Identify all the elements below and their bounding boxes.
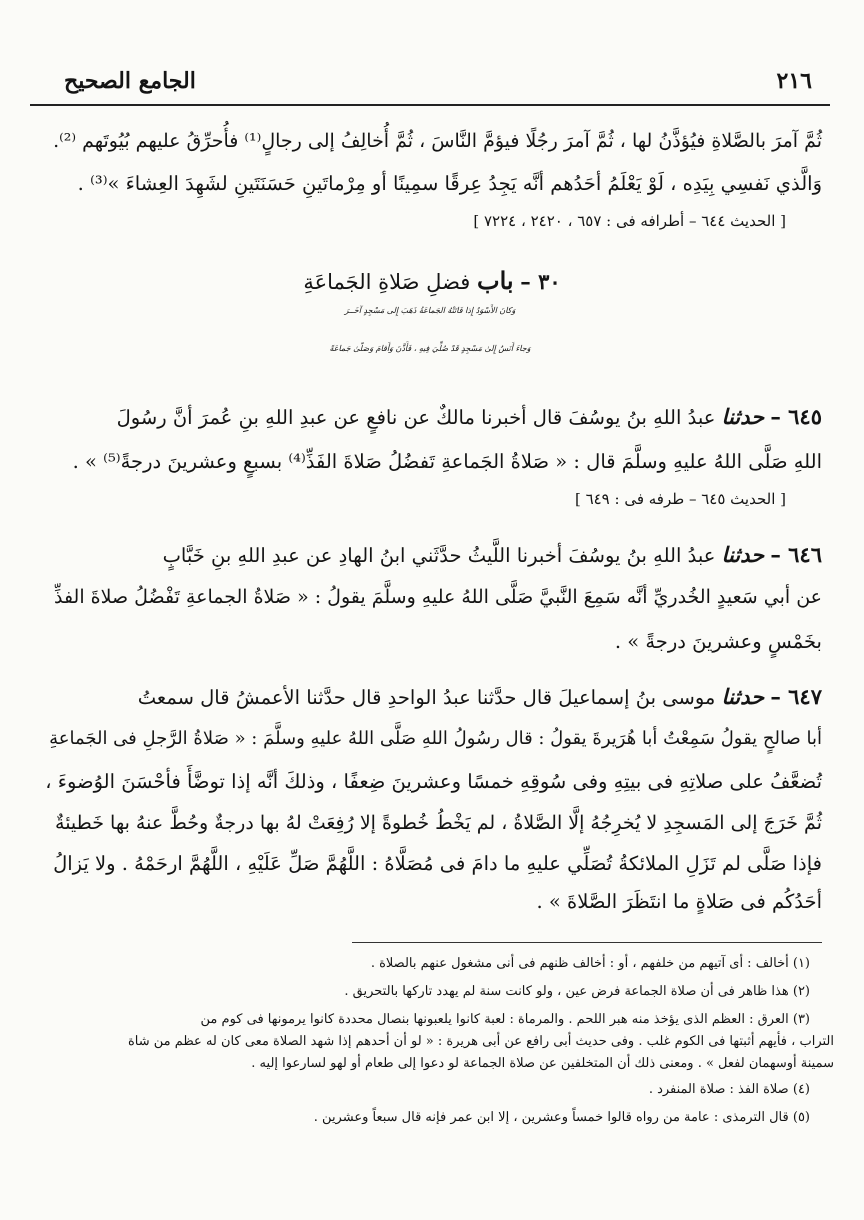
text-line: عن أبي سَعيدٍ الخُدريِّ أنَّه سَمِعَ النَّبيَّ صَلَّى اللهُ عليهِ وسلَّمَ يقولُ : « صَلاةُ الجماعةِ تَفْضُلُ صلاةَ الفذِّ <box>53 586 822 608</box>
text-line: أحَدُكُم فى صَلاةٍ ما انتَظَرَ الصَّلاةَ » . <box>536 890 822 913</box>
hadith-text: عبدُ اللهِ بنُ يوسُفَ أخبرنا اللَّيثُ حدَّثَني ابنُ الهادِ عن عبدِ اللهِ بنِ خَبَّابٍ <box>162 544 716 567</box>
text-line: اللهِ صَلَّى اللهُ عليهِ وسلَّمَ قال : « صَلاةُ الجَماعةِ تَفضُلُ صَلاةَ الفَذِّ⁽⁴⁾ بسبعٍ وعشرينَ درجةً⁽⁵⁾ » . <box>72 450 822 473</box>
text-line: بخَمْسٍ وعشرينَ درجةً » . <box>614 630 822 653</box>
chapter-heading <box>0 266 864 295</box>
chapter-epigraph-line: وَكانَ الأَسْوَدُ إِذا فَاتَتْهُ الجَماعَةُ ذَهَبَ إِلى مَسْجِدٍ آخَــرَ <box>344 306 516 315</box>
hadith-keyword: حدثنا <box>721 404 765 429</box>
running-title: الجامع الصحيح <box>64 68 196 94</box>
footnote: (١) أخالف : أى آتيهم من خلفهم ، أو : أخالف ظنهم فى أنى مشغول عنهم بالصلاة . <box>370 956 810 971</box>
footnote-continuation: التراب ، فأيهم أثبتها فى الكوم غلب . وفى حديث أبى رافع عن أبى هريرة : « لو أن أحدهم إذا شهد الصلاة معى كان له عظم من شاة <box>127 1034 834 1049</box>
header-rule <box>30 104 830 106</box>
chapter-title: فضلِ صَلاةِ الجَماعَةِ <box>303 270 471 294</box>
hadith-number: ٦٤٥ – <box>770 404 822 429</box>
footnote: (٥) قال الترمذى : عامة من رواه قالوا خمساً وعشرين ، إلا ابن عمر فإنه قال سبعاً وعشرين . <box>313 1110 810 1125</box>
hadith-number: ٦٤٧ – <box>770 684 822 709</box>
hadith-reference: [ الحديث ٦٤٤ – أطرافه فى : ٦٥٧ ، ٢٤٢٠ ، ٧٢٢٤ ] <box>473 212 786 230</box>
text-line: أبا صالحٍ يقولُ سَمِعْتُ أبا هُرَيرةَ يقولُ : قال رسُولُ اللهِ صَلَّى اللهُ عليهِ وسلَّمَ : « صَلاةُ الرَّجلِ فى الجَماعةِ <box>49 728 822 749</box>
footnote-continuation: سمينة أوسهمان لفعل » . ومعنى ذلك أن المتخلفين عن صلاة الجماعة لو دعوا إلى طعام أو لهو لسارعوا إليه . <box>251 1056 834 1071</box>
chapter-number: ٣٠ – <box>520 269 561 294</box>
page-header <box>30 66 830 100</box>
hadith-text: موسى بنُ إسماعيلَ قال حدَّثنا عبدُ الواحدِ قال حدَّثنا الأعمشُ قال سمعتُ <box>137 686 716 709</box>
text-line: فإذا صَلَّى لم تَزَلِ الملائكةُ تُصَلِّي عليهِ ما دامَ فى مُصَلَّاهُ : اللَّهُمَّ صَلِّ عَلَيْهِ ، اللَّهُمَّ ارحَمْهُ . ولا يَزالُ <box>53 852 822 875</box>
chapter-keyword: باب <box>477 266 514 295</box>
footnote: (٣) العرق : العظم الذى يؤخذ منه هبر اللحم . والمرماة : لعبة كانوا يلعبونها بنصال محددة كانوا يرمونها فى كوم من <box>200 1012 810 1027</box>
footnote: (٢) هذا ظاهر فى أن صلاة الجماعة فرض عين ، ولو كانت سنة لم يهدد تاركها بالتحريق . <box>344 984 810 999</box>
hadith-text: عبدُ اللهِ بنُ يوسُفَ قال أخبرنا مالكٌ عن نافعٍ عن عبدِ اللهِ بنِ عُمرَ أنَّ رسُولَ <box>116 406 716 429</box>
chapter-epigraph-line: وَجاءَ أَنَسٌ إِلىٰ مَسْجِدٍ قَدْ صُلِّيَ فِيهِ ، فَأَذَّنَ وَأَقامَ وَصَلّىٰ جَماعَةً <box>329 344 531 353</box>
hadith-number: ٦٤٦ – <box>770 542 822 567</box>
text-line: ثُمَّ آمرَ بالصَّلاةِ فيُؤذَّنُ لها ، ثُمَّ آمرَ رجُلًا فيؤمَّ النَّاسَ ، ثُمَّ أُخالِفُ إلى رجالٍ⁽¹⁾ فأُحرِّقُ عليهم بُيُوتَهم ⁽²⁾. <box>53 130 822 152</box>
page-number: ٢١٦ <box>776 68 812 94</box>
hadith-646-line <box>163 542 822 567</box>
hadith-keyword: حدثنا <box>721 542 765 567</box>
footnote-rule <box>352 942 822 943</box>
text-line: ثُمَّ خَرَجَ إلى المَسجِدِ لا يُخرِجُهُ إلَّا الصَّلاةُ ، لم يَخْطُ خُطوةً إلا رُفِعَتْ لهُ بها درجةٌ وحُطَّ عنهُ بها خَطيئةٌ <box>55 812 822 834</box>
hadith-647-line <box>138 684 822 709</box>
footnote: (٤) صلاة الفذ : صلاة المنفرد . <box>648 1082 810 1097</box>
text-line: تُضعَّفُ على صلاتِهِ فى بيتِهِ وفى سُوقِهِ خمسًا وعشرينَ ضِعفًا ، وذلكَ أنَّه إذا توضَّأَ فأحْسَنَ الوُضوءَ ، <box>45 770 822 793</box>
hadith-keyword: حدثنا <box>721 684 765 709</box>
text-line: وَالَّذي نَفسِي بِيَدِه ، لَوْ يَعْلَمُ أحَدُهم أنَّه يَجِدُ عِرقًا سمِينًا أو مِرْماتَينِ حَسَنَتَينِ لشَهِدَ العِشاءَ »⁽³⁾ . <box>77 172 822 195</box>
hadith-reference: [ الحديث ٦٤٥ – طرفه فى : ٦٤٩ ] <box>574 490 786 508</box>
hadith-645-line <box>117 404 822 429</box>
